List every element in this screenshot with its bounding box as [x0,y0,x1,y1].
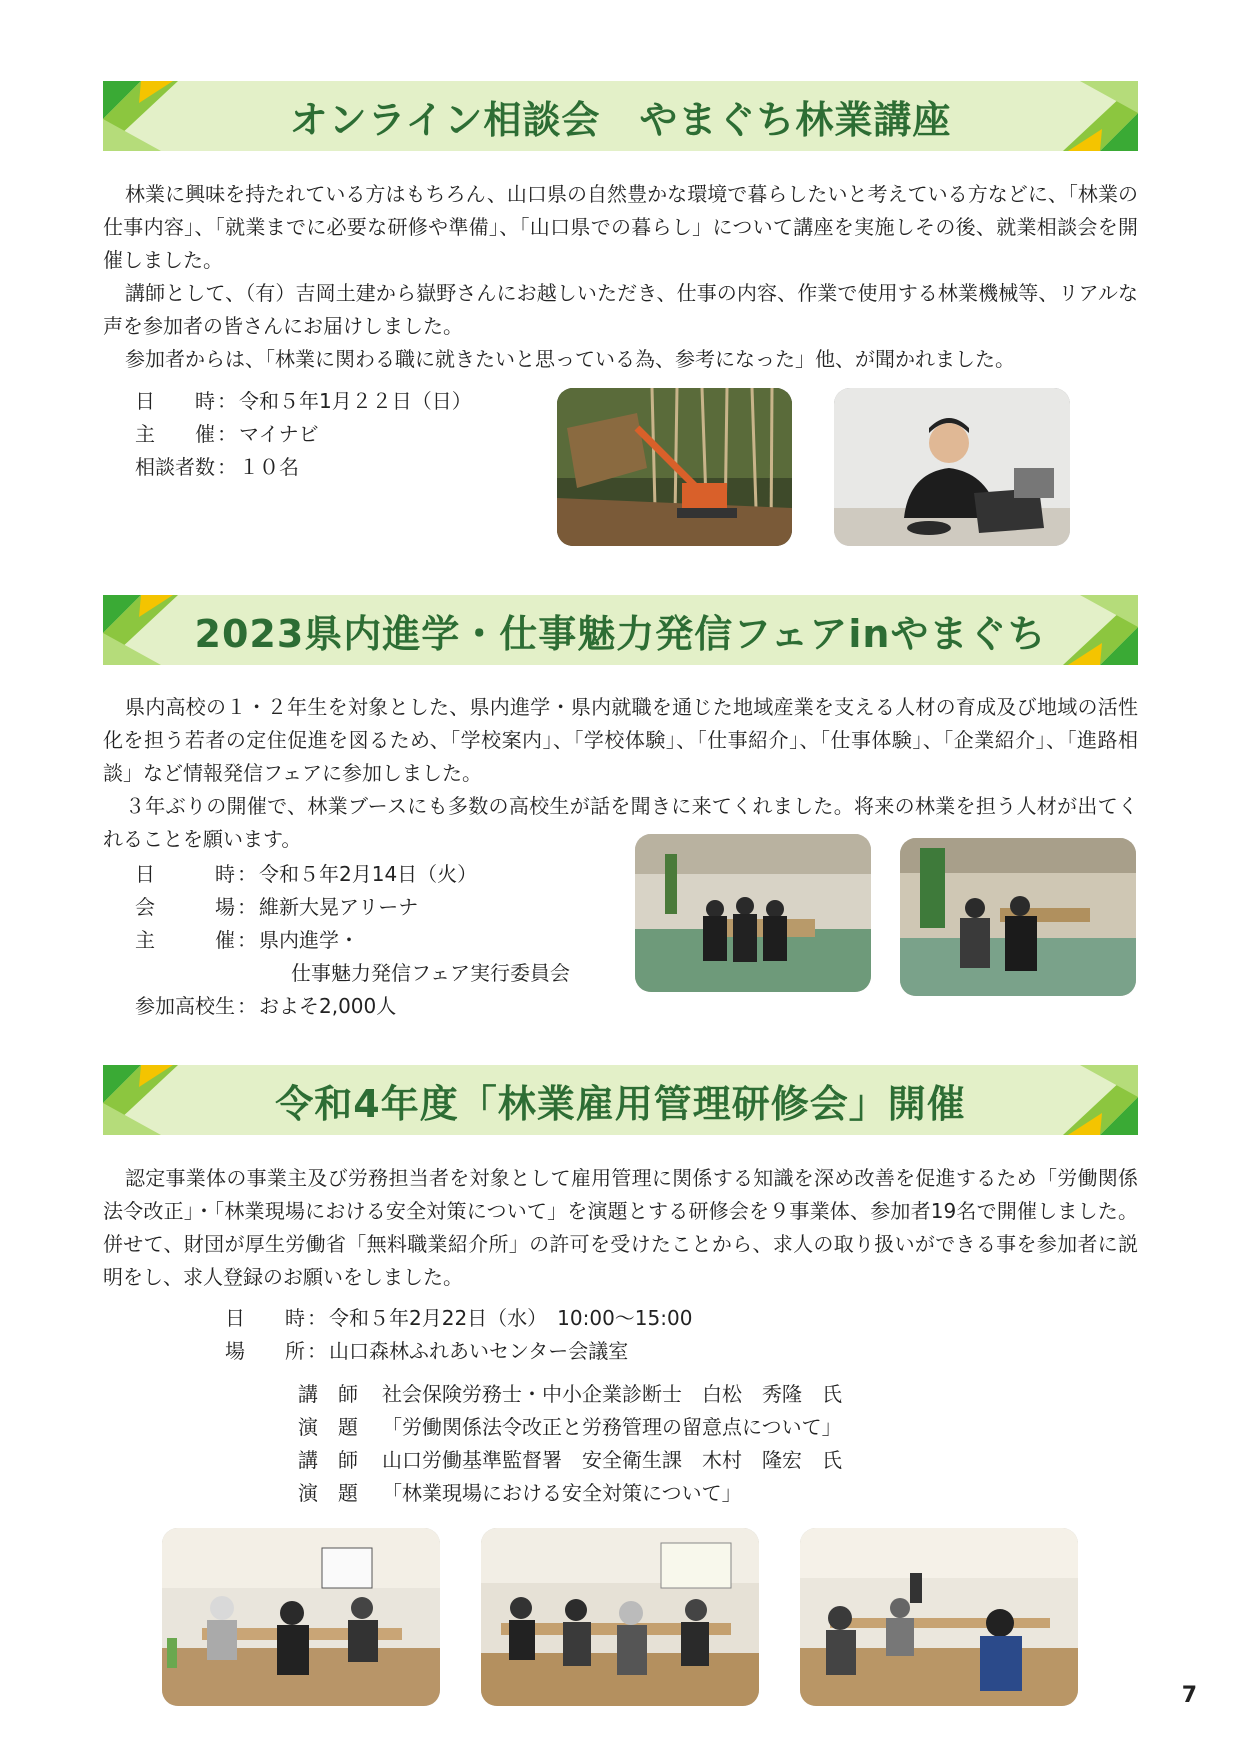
photo-seminar-2 [481,1528,759,1706]
photo-seminar-1 [162,1528,440,1706]
section3-paragraph-1: 認定事業体の事業主及び労務担当者を対象として雇用管理に関係する知識を深め改善を促進するため「労働関係法令改正」・「林業現場における安全対策について」を演題とする研修会を９事業体、参加者19名で開催しました。併せて、財団が厚生労働省「無料職業紹介所」の許可を受けたことから、求人の取り扱いができる事を参加者に説明をし、求人登録のお願いをしました。 [103,1166,1138,1289]
info-label: 場 所 [225,1339,305,1363]
section1-paragraph-1: 林業に興味を持たれている方はもちろん、山口県の自然豊かな環境で暮らしたいと考えている方などに、「林業の仕事内容」、「就業までに必要な研修や準備」、「山口県での暮らし」について講座を実施しその後、就業相談会を開催しました。 [103,182,1138,272]
section2-title: 2023県内進学・仕事魅力発信フェアinやまぐち [194,611,1047,656]
info-value: 仕事魅力発信フェア実行委員会 [291,961,570,985]
section1-title: オンライン相談会 やまぐち林業講座 [289,97,952,142]
section1-paragraph-2: 講師として、（有）吉岡土建から嶽野さんにお越しいただき、仕事の内容、作業で使用する林業機械等、リアルな声を参加者の皆さんにお届けしました。 [103,281,1138,338]
section2-info [135,858,570,1023]
info-label: 主 催 [135,422,215,446]
info-label: 主 催 [135,928,235,952]
section1-info [135,385,472,484]
lecture-label: 講 師 [298,1382,358,1406]
photo-fair-booth-2 [900,838,1136,996]
info-label: 相談者数 [135,455,215,479]
section2-paragraph-2: ３年ぶりの開催で、林業ブースにも多数の高校生が話を聞きに来てくれました。将来の林業を担う人材が出てくれることを願います。 [103,794,1138,851]
lecture-row [298,1477,842,1510]
lecture-row [298,1378,842,1411]
lecture-row [298,1411,842,1444]
info-value: 山口森林ふれあいセンター会議室 [329,1339,629,1363]
info-value: 県内進学・ [259,928,359,952]
section2-paragraph-1: 県内高校の１・２年生を対象とした、県内進学・県内就職を通じた地域産業を支える人材の育成及び地域の活性化を担う若者の定住促進を図るため、「学校案内」、「学校体験」、「仕事紹介」、「仕事体験」、「企業紹介」、「進路相談」など情報発信フェアに参加しました。 [103,695,1138,785]
info-label: 会 場 [135,895,235,919]
info-row-consultees: 相談者数 ： １０名 [135,451,472,484]
lecture-value: 山口労働基準監督署 安全衛生課 木村 隆宏 氏 [382,1448,842,1472]
page-number: 7 [1181,1683,1197,1708]
lecture-row [298,1444,842,1477]
section3-title: 令和4年度「林業雇用管理研修会」開催 [275,1081,966,1126]
info-value: １０名 [239,455,299,479]
info-row-place: 場 所 ： 山口森林ふれあいセンター会議室 [225,1335,692,1368]
info-row-venue: 会 場 ： 維新大晃アリーナ [135,891,570,924]
photo-excavator [557,388,792,546]
info-label: 参加高校生 [135,994,235,1018]
info-row-participants: 参加高校生 ： およそ2,000人 [135,990,570,1023]
info-row-organizer: 主 催 ： 県内進学・ [135,924,570,957]
info-label: 日 時 [135,389,215,413]
lecture-value: 「労働関係法令改正と労務管理の留意点について」 [382,1415,842,1439]
info-value: およそ2,000人 [259,994,397,1018]
section3-lectures [298,1378,842,1510]
section3-banner [103,1065,1138,1135]
photo-fair-booth-1 [635,834,871,992]
section3-info [225,1302,692,1368]
info-value: マイナビ [239,422,319,446]
lecture-value: 「林業現場における安全対策について」 [382,1481,742,1505]
info-value: 維新大晃アリーナ [259,895,419,919]
info-row-date: 日 時 ： 令和５年2月22日（水） 10:00〜15:00 [225,1302,692,1335]
info-row-date: 日 時 ： 令和５年1月２２日（日） [135,385,472,418]
lecture-value: 社会保険労務士・中小企業診断士 白松 秀隆 氏 [382,1382,842,1406]
info-row-date: 日 時 ： 令和５年2月14日（火） [135,858,570,891]
section2-banner [103,595,1138,665]
info-label: 日 時 [225,1306,305,1330]
info-row-organizer: 主 催 ： マイナビ [135,418,472,451]
photo-online-lecturer [834,388,1070,546]
info-value: 令和５年2月14日（火） [259,862,478,886]
info-row-organizer-cont [135,957,570,990]
lecture-label: 演 題 [298,1415,358,1439]
photo-seminar-3 [800,1528,1078,1706]
info-label: 日 時 [135,862,235,886]
info-value: 令和５年1月２２日（日） [239,389,472,413]
lecture-label: 講 師 [298,1448,358,1472]
section1-paragraph-3: 参加者からは、「林業に関わる職に就きたいと思っている為、参考になった」他、が聞かれました。 [125,347,1015,371]
info-value: 令和５年2月22日（水） 10:00〜15:00 [329,1306,693,1330]
section1-banner [103,81,1138,151]
lecture-label: 演 題 [298,1481,358,1505]
